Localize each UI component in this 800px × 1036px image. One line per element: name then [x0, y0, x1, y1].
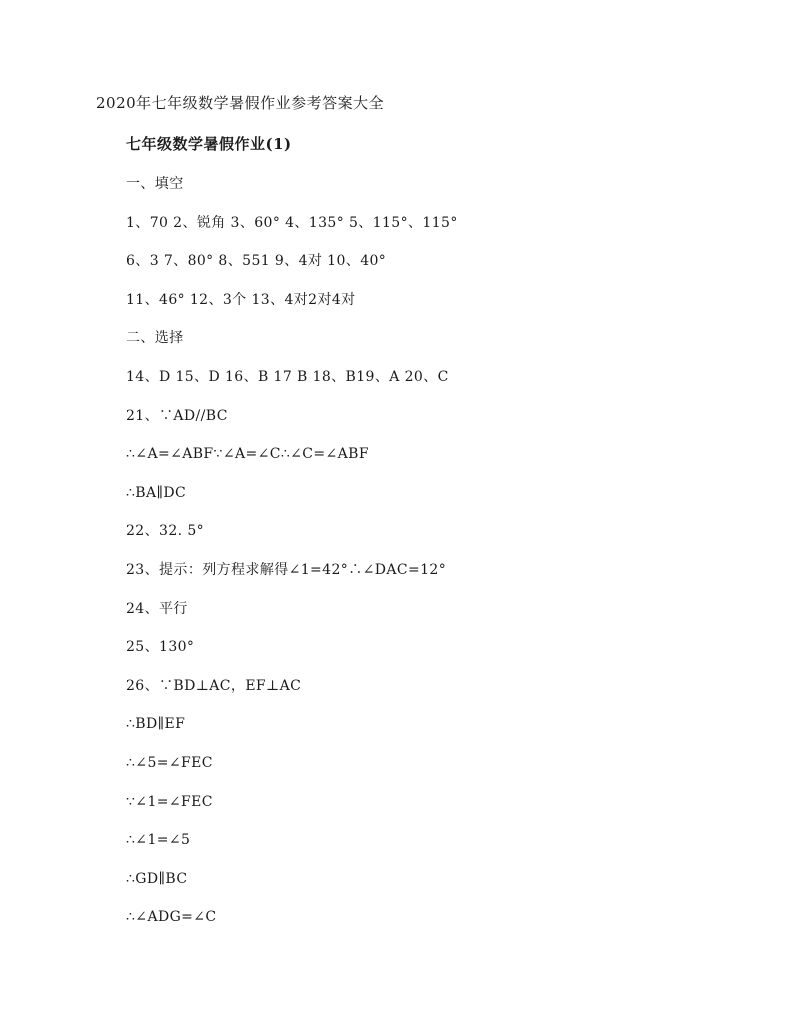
- document-title: 2020年七年级数学暑假作业参考答案大全: [96, 94, 385, 112]
- text-line: 14、D 15、D 16、B 17 B 18、B19、A 20、C: [126, 368, 449, 385]
- text-line: 二、选择: [126, 330, 184, 347]
- text-line: ∴BD∥EF: [126, 716, 186, 733]
- answer-lines: [126, 174, 458, 946]
- text-line: 6、3 7、80° 8、551 9、4对 10、40°: [126, 253, 387, 270]
- text-line: ∴∠ADG=∠C: [126, 909, 217, 926]
- text-line: 24、平行: [126, 600, 188, 617]
- text-line: 一、填空: [126, 176, 184, 192]
- text-line: 26、∵BD⊥AC，EF⊥AC: [126, 677, 302, 694]
- text-line: ∴GD∥BC: [126, 870, 188, 887]
- text-line: ∴∠5=∠FEC: [126, 754, 213, 771]
- text-line: ∴∠A=∠ABF∵∠A=∠C∴∠C=∠ABF: [126, 446, 369, 463]
- text-line: ∴BA∥DC: [126, 484, 187, 501]
- text-line: 21、∵AD//BC: [126, 407, 228, 424]
- text-line: 11、46° 12、3个 13、4对2对4对: [126, 291, 356, 308]
- text-line: 25、130°: [126, 639, 195, 656]
- text-line: 1、70 2、锐角 3、60° 4、135° 5、115°、115°: [126, 214, 458, 231]
- text-line: 22、32. 5°: [126, 523, 205, 540]
- text-line: ∵∠1=∠FEC: [126, 793, 213, 810]
- section-heading: 七年级数学暑假作业(1): [126, 135, 292, 153]
- text-line: ∴∠1=∠5: [126, 832, 191, 849]
- text-line: 23、提示：列方程求解得∠1=42°∴∠DAC=12°: [126, 561, 447, 578]
